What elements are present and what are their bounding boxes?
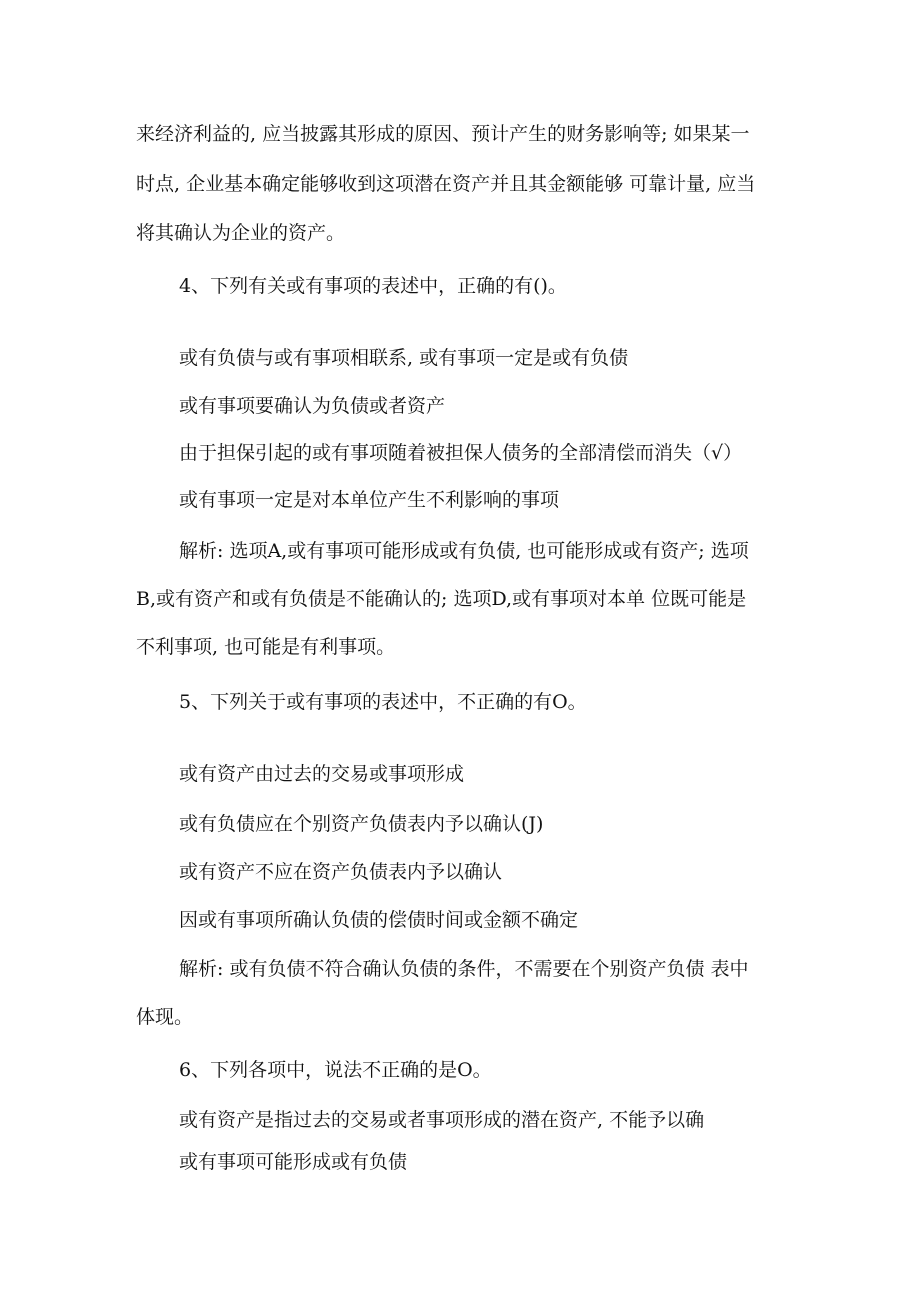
option-line: 或有事项一定是对本单位产生不利影响的事项 [179, 489, 560, 511]
option-line: 或有负债与或有事项相联系, 或有事项一定是或有负债 [179, 347, 629, 369]
option-line: 或有事项要确认为负债或者资产 [179, 395, 446, 417]
question-heading: 5、下列关于或有事项的表述中，不正确的有O。 [179, 691, 587, 713]
analysis-line: 解析: 选项A,或有事项可能形成或有负债, 也可能形成或有资产; 选项 [179, 540, 749, 562]
analysis-line: 不利事项, 也可能是有利事项。 [136, 636, 396, 658]
analysis-line: 解析: 或有负债不符合确认负债的条件，不需要在个别资产负债 表中 [179, 958, 749, 980]
analysis-line: B,或有资产和或有负债是不能确认的; 选项D,或有事项对本单 位既可能是 [136, 588, 747, 610]
analysis-line: 体现。 [136, 1006, 194, 1028]
option-line: 或有资产由过去的交易或事项形成 [179, 763, 465, 785]
text-line: 来经济利益的, 应当披露其形成的原因、预计产生的财务影响等; 如果某一 [136, 123, 750, 145]
question-heading: 4、下列有关或有事项的表述中，正确的有()。 [179, 275, 567, 297]
option-line: 或有负债应在个别资产负债表内予以确认(J) [179, 813, 544, 835]
option-line: 由于担保引起的或有事项随着被担保人债务的全部清偿而消失（√） [179, 442, 743, 464]
text-line: 时点, 企业基本确定能够收到这项潜在资产并且其金额能够 可靠计量, 应当 [136, 173, 756, 195]
text-line: 将其确认为企业的资产。 [136, 222, 346, 244]
question-heading: 6、下列各项中，说法不正确的是O。 [179, 1059, 492, 1081]
option-line: 或有资产不应在资产负债表内予以确认 [179, 861, 503, 883]
option-line: 或有资产是指过去的交易或者事项形成的潜在资产, 不能予以确 [179, 1109, 705, 1131]
option-line: 或有事项可能形成或有负债 [179, 1151, 408, 1173]
option-line: 因或有事项所确认负债的偿债时间或金额不确定 [179, 909, 579, 931]
